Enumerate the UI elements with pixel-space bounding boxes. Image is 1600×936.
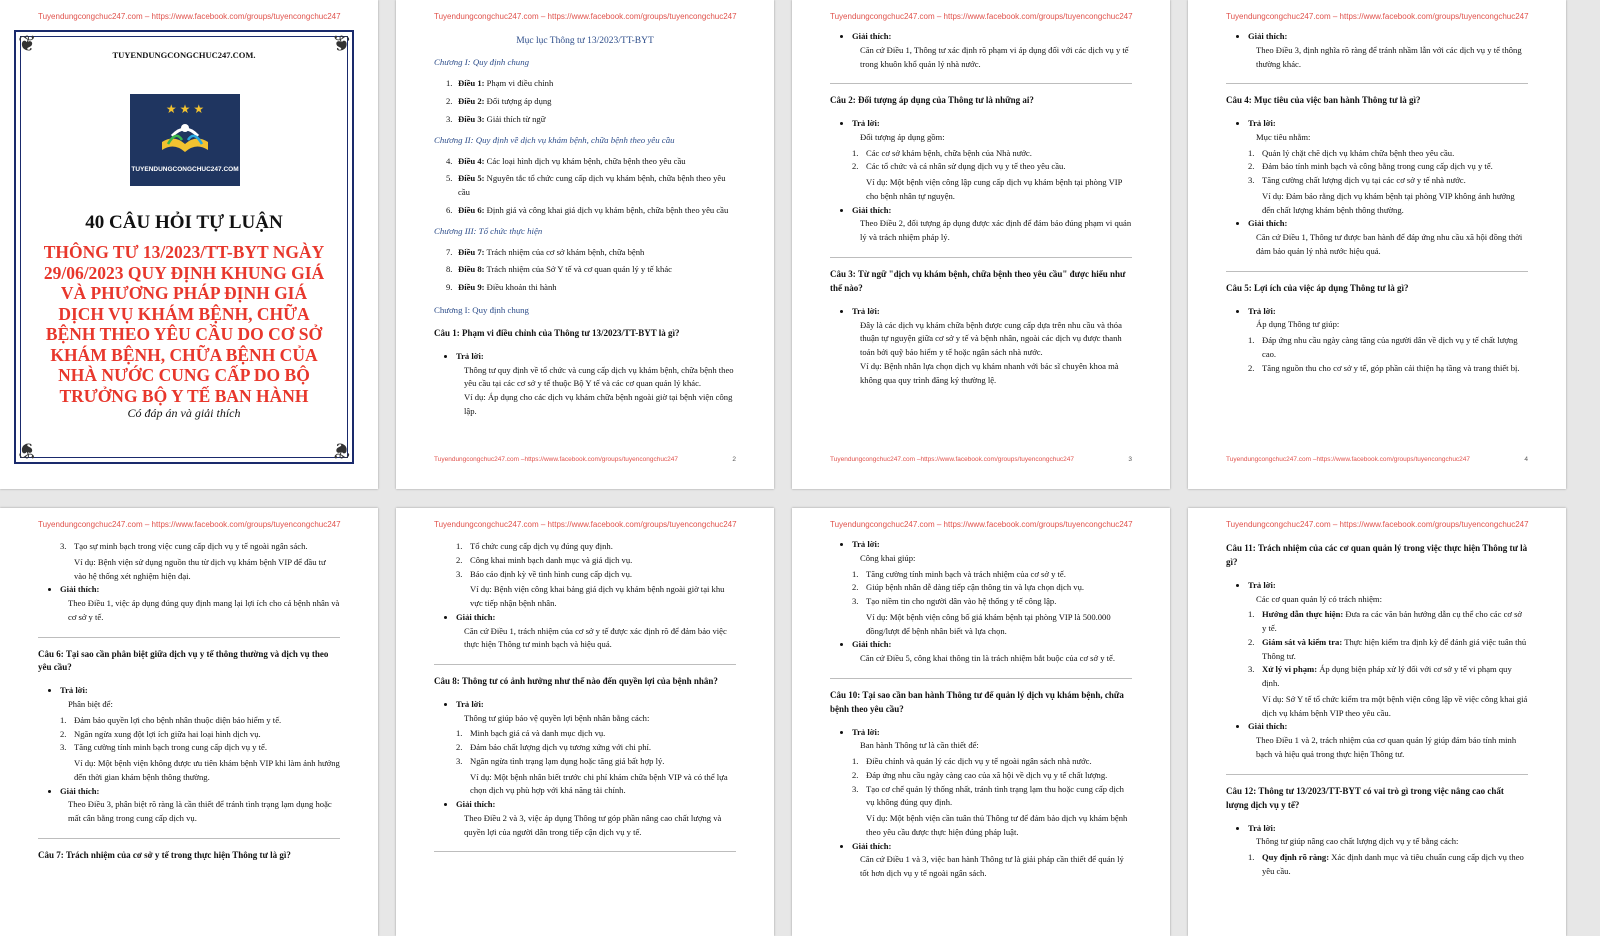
question-heading: Câu 12: Thông tư 13/2023/TT-BYT có vai trò gì trong việc nâng cao chất lượng dịch vụ y tế? (1226, 785, 1504, 810)
list-item: 3. Tạo niềm tin cho người dân vào hệ thống y tế công lập. (852, 596, 1057, 606)
page-header: Tuyendungcongchuc247.com – https://www.facebook.com/groups/tuyencongchuc247 (830, 12, 1133, 21)
list-item: 3. Tạo sự minh bạch trong việc cung cấp dịch vụ y tế ngoài ngân sách. (60, 541, 308, 551)
answer-label: • Trả lời: (60, 684, 340, 698)
list-item: 1. Tăng cường tính minh bạch và trách nhiệm của cơ sở y tế. (852, 568, 1066, 579)
toc-item[interactable]: 7. Điều 7: Trách nhiệm của cơ sở khám bệnh, chữa bệnh (446, 246, 645, 257)
page-header: Tuyendungcongchuc247.com – https://www.facebook.com/groups/tuyencongchuc247 (1226, 520, 1529, 529)
answer-list (38, 540, 340, 554)
page-header: Tuyendungcongchuc247.com – https://www.facebook.com/groups/tuyencongchuc247 (434, 12, 737, 21)
divider (434, 664, 736, 665)
explanation-label: • Giải thích: (60, 785, 340, 799)
page-body (1226, 30, 1528, 377)
list-item: 1. Quản lý chặt chẽ dịch vụ khám chữa bệnh theo yêu cầu. (1248, 147, 1455, 158)
page-header: Tuyendungcongchuc247.com – https://www.facebook.com/groups/tuyencongchuc247 (38, 12, 341, 21)
cover-title: 40 CÂU HỎI TỰ LUẬN (85, 212, 283, 233)
list-item: 3. Ngăn ngừa tình trạng lạm dụng hoặc tăng giá bất hợp lý. (456, 755, 665, 766)
question-heading: Câu 3: Từ ngữ "dịch vụ khám bệnh, chữa bệnh theo yêu cầu" được hiểu như thế nào? (830, 268, 1126, 293)
corner-ornament-icon: ❦ (331, 32, 350, 57)
example-text: Ví dụ: Bệnh nhân lựa chọn dịch vụ khám nhanh với bác sĩ chuyên khoa mà không qua quy trình đăng ký thường lệ. (860, 360, 1119, 385)
explanation-text: Căn cứ Điều 1, Thông tư xác định rõ phạm vi áp dụng đối với các dịch vụ y tế trong khuôn khổ quản lý nhà nước. (860, 44, 1129, 69)
list-item: 3. Tăng cường chất lượng dịch vụ tại các cơ sở y tế nhà nước. (1248, 175, 1466, 186)
toc-item[interactable]: 5. Điều 5: Nguyên tắc tổ chức cung cấp dịch vụ khám bệnh, chữa bệnh theo yêu cầu (446, 173, 726, 198)
example-text: Ví dụ: Một bệnh viện không được ưu tiên khám bệnh VIP khi làm ảnh hưởng đến thời gian khám bệnh thông thường. (74, 758, 340, 782)
open-book-icon (160, 120, 210, 154)
list-item: 3. Tạo cơ chế quản lý thống nhất, tránh tình trạng lạm thu hoặc cung cấp dịch vụ không đúng quy định. (852, 783, 1124, 808)
page-number: 3 (1128, 456, 1132, 463)
list-item: 2. Đáp ứng nhu cầu ngày càng cao của xã hội về dịch vụ y tế chất lượng. (852, 769, 1108, 780)
toc-item[interactable]: 1. Điều 1: Phạm vi điều chỉnh (446, 78, 554, 89)
answer-text: Ban hành Thông tư là cần thiết để: (860, 740, 979, 751)
list-item: 1. Minh bạch giá cả và danh mục dịch vụ. (456, 728, 606, 739)
toc-item[interactable]: 6. Điều 6: Định giá và công khai giá dịch vụ khám bệnh, chữa bệnh theo yêu cầu (446, 204, 729, 215)
example-text: Ví dụ: Một bệnh viện công lập cung cấp dịch vụ khám bệnh tại phòng VIP cho bệnh nhân tự nguyện. (866, 177, 1123, 201)
page-number: 2 (732, 456, 736, 463)
explanation-text: Theo Điều 3, định nghĩa rõ ràng để tránh nhầm lẫn với các dịch vụ y tế thông thường khác. (1256, 44, 1522, 69)
chapter-heading: Chương I: Quy định chung (434, 57, 530, 68)
answer-list (434, 727, 736, 768)
page-footer: Tuyendungcongchuc247.com –https://www.facebook.com/groups/tuyencongchuc247 2 (434, 456, 736, 463)
example-text: Ví dụ: Một bệnh viện công bố giá khám bệnh tại phòng VIP là 500.000 đồng/lượt để bệnh nhân biết và lựa chọn. (866, 611, 1111, 636)
logo-text: TUYENDUNGCONGCHUC247.COM (131, 166, 239, 173)
cover-note: Có đáp án và giải thích (127, 406, 241, 420)
toc-title: Mục lục Thông tư 13/2023/TT-BYT (516, 36, 654, 46)
answer-label: • Trả lời: (456, 698, 736, 712)
explanation-label: • Giải thích: (1248, 217, 1528, 231)
list-item: 2. Giúp bệnh nhân dễ dàng tiếp cận thông tin và lựa chọn dịch vụ. (852, 582, 1085, 593)
list-item: 2. Các tổ chức và cá nhân sử dụng dịch vụ y tế theo yêu cầu. (852, 161, 1066, 172)
page-body (830, 30, 1132, 387)
cover-subtitle: THÔNG TƯ 13/2023/TT-BYT NGÀY 29/06/2023 QUY ĐỊNH KHUNG GIÁ VÀ PHƯƠNG PHÁP ĐỊNH GIÁ DỊCH VỤ KHÁM BỆNH, CHỮA BỆNH THEO YÊU CẦU DO CƠ SỞ KHÁM BỆNH, CHỮA BỆNH CỦA NHÀ NƯỚC CUNG CẤP DO BỘ TRƯỞNG BỘ Y TẾ BAN HÀNH (43, 242, 325, 406)
question-heading: Câu 7: Trách nhiệm của cơ sở y tế trong thực hiện Thông tư là gì? (38, 849, 291, 860)
explanation-label: • Giải thích: (456, 798, 736, 812)
answer-block (434, 350, 736, 364)
explanation-label: • Giải thích: (60, 583, 340, 597)
answer-text: Phân biệt để: (68, 699, 113, 710)
answer-text: Công khai giúp: (860, 552, 916, 563)
toc-item[interactable]: 3. Điều 3: Giải thích từ ngữ (446, 113, 546, 124)
explanation-text: Theo Điều 1 và 2, trách nhiệm của cơ quan quản lý giúp đảm bảo tính minh bạch và hiệu quả trong thực hiện Thông tư. (1256, 735, 1517, 759)
list-item: 3. Tăng cường tính minh bạch trong cung cấp dịch vụ y tế. (60, 742, 267, 753)
answer-list (38, 714, 340, 755)
explanation-label: • Giải thích: (456, 611, 736, 625)
example-text: Ví dụ: Bệnh viện sử dụng nguồn thu từ dịch vụ khám bệnh VIP để đầu tư vào hệ thống xét nghiệm hiện đại. (74, 556, 326, 581)
example-text: Ví dụ: Sở Y tế tổ chức kiểm tra một bệnh viện công lập về việc công khai giá dịch vụ khám bệnh VIP theo yêu cầu. (1262, 693, 1528, 718)
corner-ornament-icon: ❦ (18, 32, 37, 57)
answer-label: • Trả lời: (852, 726, 1132, 740)
toc-item[interactable]: 8. Điều 8: Trách nhiệm của Sở Y tế và cơ quan quản lý y tế khác (446, 264, 672, 275)
answer-text: Đối tượng áp dụng gồm: (860, 131, 945, 142)
answer-text: Thông tư giúp nâng cao chất lượng dịch vụ y tế bằng cách: (1256, 836, 1459, 847)
explanation-text: Căn cứ Điều 1, Thông tư được ban hành để đáp ứng nhu cầu xã hội đồng thời đảm bảo quản lý nhà nước hiệu quả. (1256, 232, 1523, 256)
answer-label: • Trả lời: (852, 117, 1132, 131)
page-1[interactable] (0, 0, 378, 489)
divider (830, 678, 1132, 679)
page-8[interactable] (1188, 508, 1566, 936)
answer-label: • Trả lời: (1248, 822, 1528, 836)
example-text: Ví dụ: Áp dụng cho các dịch vụ khám chữa bệnh ngoài giờ tại bệnh viện công lập. (464, 392, 733, 416)
chapter-heading: Chương III: Tổ chức thực hiện (434, 225, 543, 236)
answer-label: • Trả lời: (1248, 117, 1528, 131)
explanation-text: Theo Điều 3, phân biệt rõ ràng là cần thiết để tránh tình trạng lạm dụng hoặc mất cân bằng trong cung cấp dịch vụ. (68, 799, 332, 824)
page-header: Tuyendungcongchuc247.com – https://www.facebook.com/groups/tuyencongchuc247 (1226, 12, 1529, 21)
question-heading: Câu 1: Phạm vi điều chỉnh của Thông tư 13/2023/TT-BYT là gì? (434, 327, 680, 338)
page-5[interactable] (0, 508, 378, 936)
list-item: 1. Đáp ứng nhu cầu ngày càng tăng của người dân về dịch vụ y tế chất lượng cao. (1248, 335, 1518, 359)
example-text: Ví dụ: Một bệnh nhân biết trước chi phí khám chữa bệnh VIP và có thể lựa chọn dịch vụ phù hợp với khả năng tài chính. (470, 771, 728, 796)
explanation-label: • Giải thích: (852, 30, 1132, 44)
question-heading: Câu 8: Thông tư có ảnh hưởng như thế nào đến quyền lợi của bệnh nhân? (434, 676, 718, 686)
answer-text: Thông tư quy định về tổ chức và cung cấp dịch vụ khám bệnh, chữa bệnh theo yêu cầu tại các cơ sở y tế thuộc Bộ Y tế và các cơ quan quản lý khác. (464, 364, 734, 389)
explanation-text: Theo Điều 2 và 3, việc áp dụng Thông tư góp phần nâng cao chất lượng và quyền lợi của người dân trong tiếp cận dịch vụ y tế. (464, 812, 722, 837)
explanation-label: • Giải thích: (852, 204, 1132, 218)
cover-site: TUYENDUNGCONGCHUC247.COM. (112, 50, 256, 60)
explanation-label: • Giải thích: (852, 638, 1132, 652)
answer-list (434, 540, 736, 581)
list-item: 1. Tổ chức cung cấp dịch vụ đúng quy định. (456, 541, 613, 551)
answer-list (1226, 147, 1528, 188)
cover-frame (14, 30, 354, 464)
answer-label: • Trả lời: (852, 305, 1132, 319)
page-body (434, 30, 736, 419)
answer-list (1226, 334, 1528, 375)
divider (830, 83, 1132, 84)
page-body (830, 538, 1132, 881)
example-text: Ví dụ: Bệnh viện công khai bảng giá dịch vụ khám bệnh ngoài giờ tại khu vực tiếp nhận bệnh nhân. (470, 584, 725, 608)
page-header: Tuyendungcongchuc247.com – https://www.facebook.com/groups/tuyencongchuc247 (38, 520, 341, 529)
divider (1226, 774, 1528, 775)
answer-text: Mục tiêu nhằm: (1256, 131, 1311, 142)
divider (830, 257, 1132, 258)
divider (1226, 83, 1528, 84)
list-item: 1. Điều chỉnh và quản lý các dịch vụ y tế ngoài ngân sách nhà nước. (852, 756, 1092, 767)
list-item: 2. Đảm bảo chất lượng dịch vụ tương xứng với chi phí. (456, 742, 652, 753)
explanation-text: Căn cứ Điều 1, trách nhiệm của cơ sở y tế được xác định rõ để đảm bảo việc thực hiện Thông tư minh bạch và hiệu quả. (464, 625, 727, 650)
toc-item[interactable]: 4. Điều 4: Các loại hình dịch vụ khám bệnh, chữa bệnh theo yêu cầu (446, 155, 686, 166)
explanation-text: Theo Điều 2, đối tượng áp dụng được xác định để đảm bảo đúng phạm vi quản lý và trách nhiệm pháp lý. (860, 218, 1132, 243)
page-2[interactable] (396, 0, 774, 489)
divider (1226, 271, 1528, 272)
page-number: 4 (1524, 456, 1528, 463)
page-4[interactable] (1188, 0, 1566, 489)
answer-list (1226, 608, 1528, 691)
answer-label: • Trả lời: (456, 350, 736, 364)
list-item: 3. Xử lý vi phạm: Áp dụng biện pháp xử lý đối với cơ sở y tế vi phạm quy định. (1248, 664, 1512, 689)
page-footer: Tuyendungcongchuc247.com –https://www.facebook.com/groups/tuyencongchuc247 4 (1226, 456, 1528, 463)
list-item: 2. Công khai minh bạch danh mục và giá dịch vụ. (456, 554, 633, 565)
list-item: 1. Các cơ sở khám bệnh, chữa bệnh của Nhà nước. (852, 147, 1032, 158)
page-footer: Tuyendungcongchuc247.com –https://www.facebook.com/groups/tuyencongchuc247 3 (830, 456, 1132, 463)
answer-text: Các cơ quan quản lý có trách nhiệm: (1256, 593, 1383, 604)
site-logo (130, 94, 240, 186)
chapter-heading: Chương I: Quy định chung (434, 304, 529, 315)
explanation-text: Theo Điều 1, việc áp dụng đúng quy định mang lại lợi ích cho cả bệnh nhân và cơ sở y tế. (68, 598, 340, 622)
page-3[interactable] (792, 0, 1170, 489)
toc-list (434, 77, 736, 126)
page-body (1226, 538, 1528, 881)
list-item: 2. Ngăn ngừa xung đột lợi ích giữa hai loại hình dịch vụ. (60, 728, 261, 739)
explanation-label: • Giải thích: (852, 840, 1132, 854)
corner-ornament-icon: ❦ (18, 437, 37, 462)
page-body (38, 538, 340, 872)
explanation-text: Căn cứ Điều 1 và 3, việc ban hành Thông tư là giải pháp cần thiết để quản lý tốt hơn dịch vụ y tế ngoài ngân sách. (860, 854, 1124, 879)
question-heading: Câu 11: Trách nhiệm của các cơ quan quản lý trong việc thực hiện Thông tư là gì? (1226, 543, 1528, 567)
list-item: 1. Quy định rõ ràng: Xác định danh mục và tiêu chuẩn cung cấp dịch vụ theo yêu cầu. (1248, 852, 1524, 876)
toc-list (434, 246, 736, 295)
divider (38, 838, 340, 839)
divider (434, 851, 736, 852)
question-heading: Câu 6: Tại sao cần phân biệt giữa dịch vụ y tế thông thường và dịch vụ theo yêu cầu? (38, 648, 329, 673)
page-body (434, 538, 736, 862)
explanation-label: • Giải thích: (1248, 720, 1528, 734)
toc-list (434, 155, 736, 218)
list-item: 2. Tăng nguồn thu cho cơ sở y tế, góp phần cải thiện hạ tầng và trang thiết bị. (1248, 362, 1520, 373)
answer-label: • Trả lời: (852, 538, 1132, 552)
explanation-label: • Giải thích: (1248, 30, 1528, 44)
stars-icon: ★ ★ ★ (165, 102, 205, 116)
toc-item[interactable]: 9. Điều 9: Điều khoản thi hành (446, 282, 557, 293)
explanation-text: Căn cứ Điều 5, công khai thông tin là trách nhiệm bắt buộc của cơ sở y tế. (860, 653, 1116, 663)
answer-text: Đây là các dịch vụ khám chữa bệnh được cung cấp dựa trên nhu cầu và thỏa thuận tự nguyện giữa cơ sở y tế và bệnh nhân, ngoài các dịch vụ được thanh toán bởi quỹ bảo hiểm y tế hoặc ngân sách nhà nước. (860, 319, 1122, 358)
answer-label: • Trả lời: (1248, 305, 1528, 319)
divider (38, 637, 340, 638)
list-item: 1. Hướng dẫn thực hiện: Đưa ra các văn bản hướng dẫn cụ thể cho các cơ sở y tế. (1248, 609, 1522, 634)
toc-item[interactable]: 2. Điều 2: Đối tượng áp dụng (446, 96, 552, 106)
answer-label: • Trả lời: (1248, 579, 1528, 593)
answer-list (830, 568, 1132, 609)
page-6[interactable] (396, 508, 774, 936)
corner-ornament-icon: ❦ (331, 437, 350, 462)
answer-text: Áp dụng Thông tư giúp: (1256, 319, 1340, 330)
page-7[interactable] (792, 508, 1170, 936)
example-text: Ví dụ: Đảm bảo rằng dịch vụ khám bệnh tại phòng VIP không ảnh hưởng đến chất lượng khám bệnh thông thường. (1262, 190, 1515, 215)
list-item: 1. Đảm bảo quyền lợi cho bệnh nhân thuộc diện bảo hiểm y tế. (60, 714, 282, 725)
list-item: 3. Báo cáo định kỳ về tình hình cung cấp dịch vụ. (456, 568, 633, 579)
chapter-heading: Chương II: Quy định về dịch vụ khám bệnh, chữa bệnh theo yêu cầu (434, 134, 675, 145)
question-heading: Câu 4: Mục tiêu của việc ban hành Thông tư là gì? (1226, 95, 1421, 106)
answer-text: Thông tư giúp bảo vệ quyền lợi bệnh nhân bằng cách: (464, 712, 650, 723)
list-item: 2. Đảm bảo tính minh bạch và công bằng trong cung cấp dịch vụ y tế. (1248, 161, 1493, 172)
answer-list (1226, 851, 1528, 879)
example-text: Ví dụ: Một bệnh viện cần tuân thủ Thông tư để đảm bảo dịch vụ khám bệnh theo yêu cầu được thực hiện đúng pháp luật. (866, 813, 1128, 837)
question-heading: Câu 5: Lợi ích của việc áp dụng Thông tư là gì? (1226, 282, 1409, 293)
page-header: Tuyendungcongchuc247.com – https://www.facebook.com/groups/tuyencongchuc247 (434, 520, 737, 529)
page-header: Tuyendungcongchuc247.com – https://www.facebook.com/groups/tuyencongchuc247 (830, 520, 1133, 529)
question-heading: Câu 2: Đối tượng áp dụng của Thông tư là những ai? (830, 95, 1034, 106)
question-heading: Câu 10: Tại sao cần ban hành Thông tư để quản lý dịch vụ khám bệnh, chữa bệnh theo yêu cầu? (830, 689, 1124, 714)
list-item: 2. Giám sát và kiểm tra: Thực hiện kiểm tra định kỳ để đánh giá việc tuân thủ Thông tư. (1248, 636, 1527, 661)
answer-list (830, 147, 1132, 175)
answer-list (830, 755, 1132, 810)
